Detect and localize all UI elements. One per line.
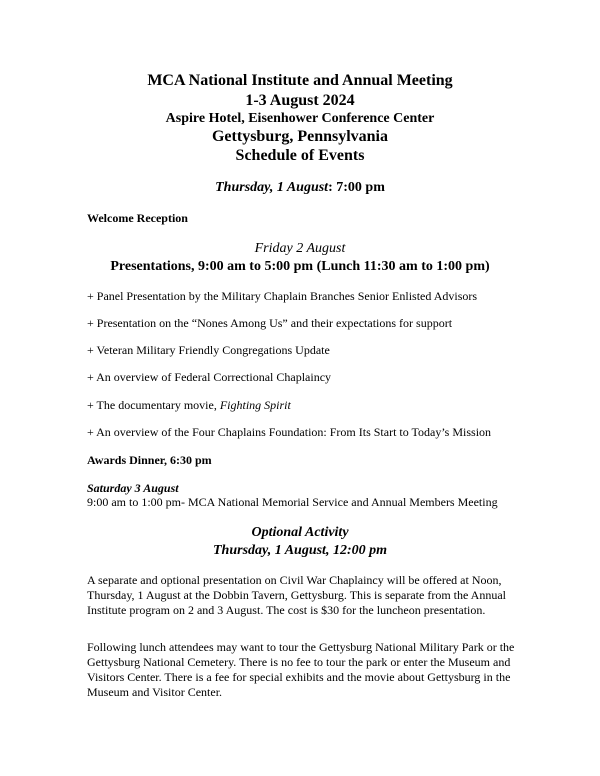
awards-dinner: Awards Dinner, 6:30 pm <box>87 453 212 467</box>
doc-dates: 1-3 August 2024 <box>245 92 355 109</box>
list-item: + An overview of the Four Chaplains Foundation: From Its Start to Today’s Mission <box>87 425 492 439</box>
optional-paragraph-1: A separate and optional presentation on Civil War Chaplaincy will be offered at Noon, Thursday, 1 August at the Dobbin Tavern, Gettysburg. This is separate from the Annual Institute program on 2 and 3 August. The cost is $30 for the luncheon presentation. <box>87 573 506 617</box>
doc-venue: Aspire Hotel, Eisenhower Conference Center <box>165 111 435 126</box>
list-item: + Veteran Military Friendly Congregations Update <box>87 343 330 357</box>
friday-presentations: Presentations, 9:00 am to 5:00 pm (Lunch 11:30 am to 1:00 pm) <box>110 259 490 274</box>
optional-date: Thursday, 1 August, 12:00 pm <box>213 543 387 558</box>
movie-prefix: + The documentary movie, <box>87 398 220 412</box>
doc-location: Gettysburg, Pennsylvania <box>211 128 388 145</box>
thursday-day: Thursday, 1 August <box>215 180 329 195</box>
saturday-event: 9:00 am to 1:00 pm- MCA National Memorial Service and Annual Members Meeting <box>87 495 498 509</box>
welcome-reception: Welcome Reception <box>87 211 188 225</box>
list-item: + Panel Presentation by the Military Chaplain Branches Senior Enlisted Advisors <box>87 289 478 303</box>
optional-heading: Optional Activity <box>251 525 349 540</box>
list-item: + Presentation on the “Nones Among Us” and their expectations for support <box>87 316 453 330</box>
list-item: + An overview of Federal Correctional Chaplaincy <box>87 370 332 384</box>
list-item <box>87 398 520 413</box>
doc-subtitle: Schedule of Events <box>235 147 365 164</box>
thursday-heading <box>0 179 600 197</box>
doc-title: MCA National Institute and Annual Meeting <box>147 72 453 89</box>
thursday-time: : 7:00 pm <box>328 180 385 195</box>
friday-heading: Friday 2 August <box>254 241 346 256</box>
optional-paragraph-2: Following lunch attendees may want to tour the Gettysburg National Military Park or the Gettysburg National Cemetery. There is no fee to tour the park or enter the Museum and Visitors Center. There is a fee for special exhibits and the movie about Gettysburg in the Museum and Visitor Center. <box>87 640 515 699</box>
movie-title: Fighting Spirit <box>219 398 291 412</box>
saturday-heading: Saturday 3 August <box>87 481 179 495</box>
